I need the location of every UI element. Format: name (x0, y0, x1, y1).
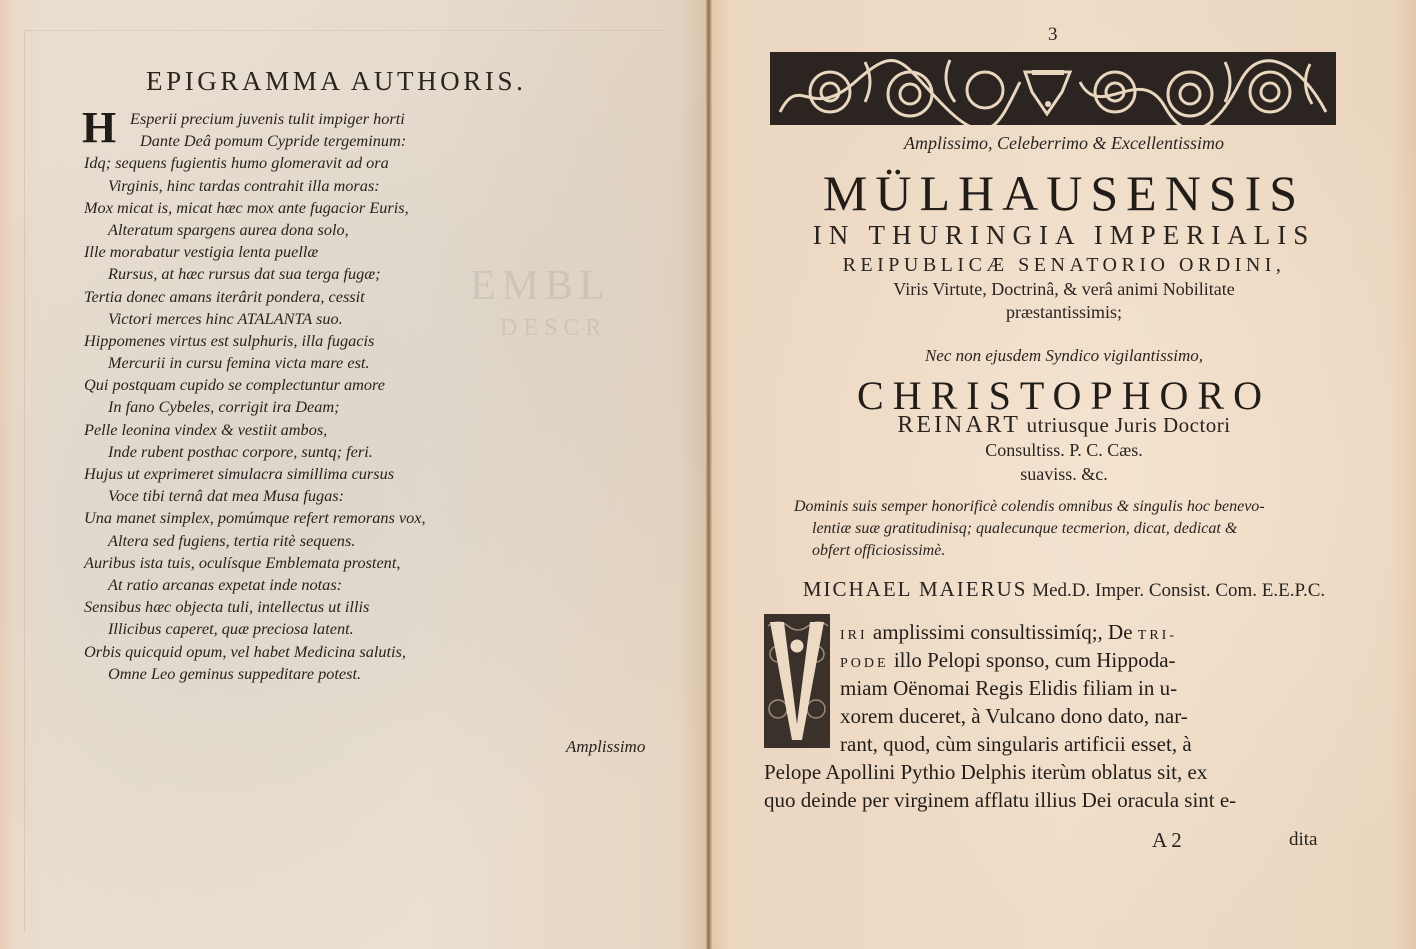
heading-secondary: IN THURINGIA IMPERIALIS (812, 220, 1316, 250)
dedicatee-surname: REINART (897, 412, 1021, 438)
verse-line: Alteratum spargens aurea dona solo, (108, 219, 349, 239)
dedicatee-name: CHRISTOPHORO (857, 373, 1271, 418)
verse-line: At ratio arcanas expetat inde notas: (108, 574, 343, 594)
dedication-text: præstantissimis; (1005, 302, 1122, 322)
author-credentials: Med.D. Imper. Consist. Com. E.E.P.C. (1032, 580, 1326, 601)
body-line: Pelope Apollini Pythio Delphis iterùm oblatus sit, ex (764, 760, 1208, 784)
heading-large: MÜLHAUSENSIS (822, 165, 1306, 221)
body-text-span: illo Pelopi sponso, cum Hippoda- (893, 648, 1176, 672)
author-line (712, 577, 1416, 602)
body-line: rant, quod, cùm singularis artificii esset, à (840, 732, 1192, 756)
verse-line: Orbis quicquid opum, vel habet Medicina salutis, (84, 641, 406, 661)
right-page (712, 0, 1416, 949)
dedication-text: suaviss. &c. (1020, 464, 1108, 484)
verse-line: Tertia donec amans iterârit pondera, cessit (84, 286, 365, 306)
verse-line: Rursus, at hæc rursus dat sua terga fugæ; (108, 264, 381, 284)
show-through-text: EMBL (470, 263, 611, 309)
show-through-text: DESCR (500, 315, 608, 341)
verse-line: Ille morabatur vestigia lenta puellæ (84, 242, 319, 262)
ornamental-headpiece-icon (770, 52, 1336, 125)
verse-line: Victori merces hinc ATALANTA suo. (108, 308, 343, 328)
verse-line: Sensibus hæc objecta tuli, intellectus ut illis (84, 597, 370, 617)
verse-line: Mercurii in cursu femina victa mare est. (108, 353, 370, 373)
verse-line: Idq; sequens fugientis humo glomeravit ad ora (84, 153, 389, 173)
heading-tertiary: REIPUBLICÆ SENATORIO ORDINI, (842, 254, 1286, 276)
verse-line: Illicibus caperet, quæ preciosa latent. (108, 619, 354, 639)
verse-line: In fano Cybeles, corrigit ira Deam; (108, 397, 340, 417)
verse-line: Hippomenes virtus est sulphuris, illa fugacis (84, 330, 375, 350)
left-page (0, 0, 706, 949)
verse-line: Pelle leonina vindex & vestiit ambos, (84, 419, 328, 439)
small-caps: TRI- (1137, 628, 1177, 643)
body-line: quo deinde per virginem afflatu illius Dei oracula sint e- (764, 788, 1237, 812)
dedication-paragraph (794, 496, 1354, 562)
dedication-text: Consultiss. P. C. Cæs. (985, 440, 1143, 460)
drop-cap: H (82, 103, 117, 152)
dedication-paragraph-line: Dominis suis semper honorificè colendis omnibus & singulis hoc benevo- (794, 498, 1265, 515)
small-caps: IRI (840, 628, 868, 643)
verse-line: Esperii precium juvenis tulit impiger horti (130, 109, 405, 128)
verse-line: Virginis, hinc tardas contrahit illa moras: (108, 175, 380, 195)
dedication-paragraph-line: obfert officiosissimè. (812, 542, 946, 559)
small-caps: PODE (840, 656, 889, 671)
verse-line: Dante Deâ pomum Cypride tergeminum: (140, 131, 407, 151)
verse-line: Inde rubent posthac corpore, suntq; feri. (108, 441, 373, 461)
body-text-span: amplissimi consultissimíq;, De (872, 620, 1133, 644)
verse-line: Altera sed fugiens, tertia ritè sequens. (108, 530, 356, 550)
ornamental-drop-cap-icon (764, 614, 830, 748)
dedication-line: Amplissimo, Celeberrimo & Excellentissimo (904, 133, 1224, 153)
verse-line: Hujus ut exprimeret simulacra simillima cursus (84, 464, 395, 483)
verse-line: Voce tibi ternâ dat mea Musa fugas: (108, 486, 345, 506)
dedicatee-title: utriusque Juris Doctori (1026, 413, 1231, 437)
body-line (840, 648, 1176, 673)
verse-line: Qui postquam cupido se complectuntur amore (84, 375, 386, 395)
author-name: MICHAEL MAIERUS (802, 577, 1028, 601)
page-title: EPIGRAMMA AUTHORIS. (146, 66, 527, 96)
epigram-poem (82, 103, 644, 685)
dedicatee-surname-line (712, 412, 1416, 439)
signature-mark: A 2 (1152, 828, 1182, 852)
dedication-paragraph-line: lentiæ suæ gratitudinisq; qualecunque tecmerion, dicat, dedicat & (812, 520, 1238, 537)
body-line: xorem duceret, à Vulcano dono dato, nar- (840, 704, 1188, 728)
verse-line: Omne Leo geminus suppeditare potest. (108, 663, 362, 683)
dedication-text-italic: Nec non ejusdem Syndico vigilantissimo, (924, 346, 1204, 365)
catchword: dita (1289, 829, 1318, 850)
verse-line: Una manet simplex, pomúmque refert remorans vox, (84, 508, 426, 528)
verse-line: Mox micat is, micat hæc mox ante fugacior Euris, (84, 197, 409, 217)
dedication-text: Viris Virtute, Doctrinâ, & verâ animi Nobilitate (893, 279, 1235, 299)
page-number: 3 (1048, 24, 1058, 45)
body-line (840, 620, 1177, 645)
body-line: miam Oënomai Regis Elidis filiam in u- (840, 676, 1178, 700)
catchword: Amplissimo (566, 737, 646, 756)
verse-line: Auribus ista tuis, oculísque Emblemata prostent, (84, 552, 401, 572)
